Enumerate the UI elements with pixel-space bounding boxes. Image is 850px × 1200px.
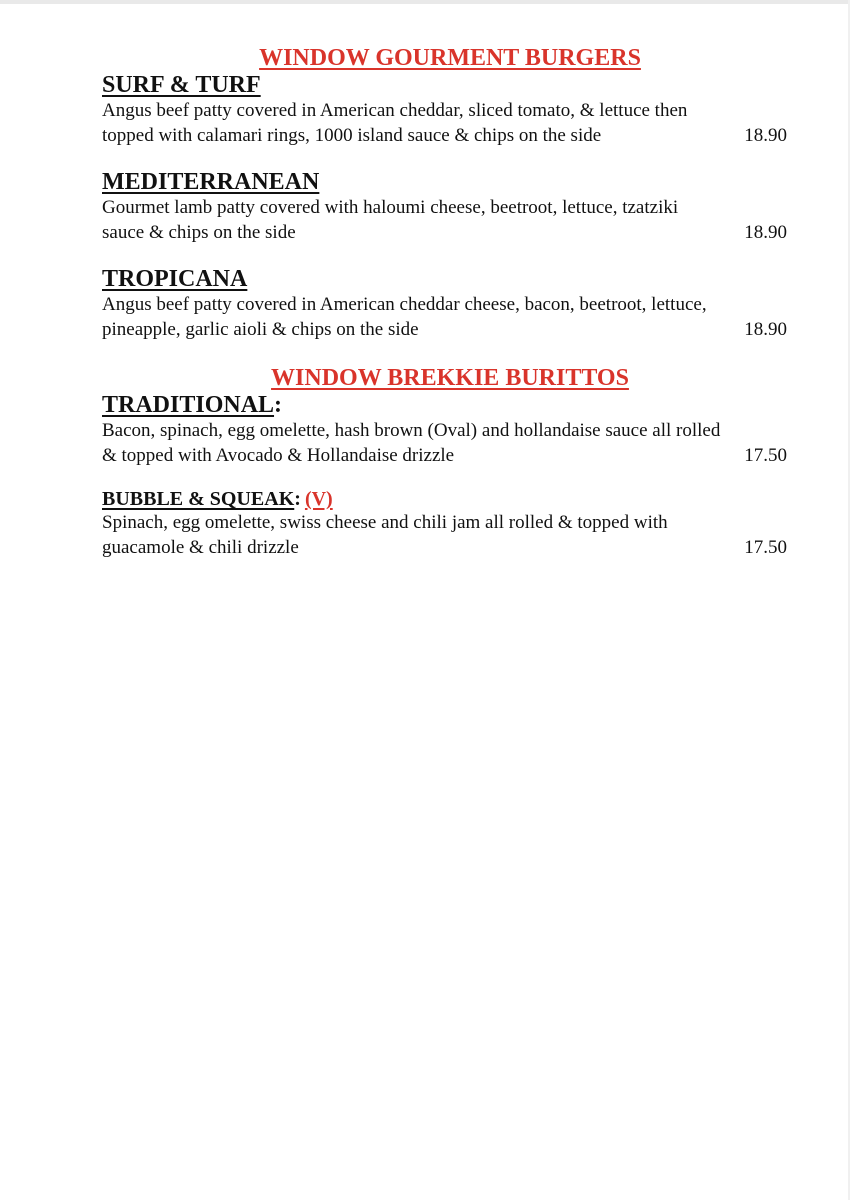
item-name: SURF & TURF [102,72,261,98]
menu-item-bubble-squeak [102,487,798,560]
item-price: 18.90 [744,318,787,340]
item-description-line2: pineapple, garlic aioli & chips on the side [102,318,419,340]
section-title-burgers: WINDOW GOURMENT BURGERS [259,45,641,71]
item-description-line1: Angus beef patty covered in American cheddar, sliced tomato, & lettuce then [102,100,688,121]
item-price: 18.90 [744,124,787,146]
vegetarian-tag: (V) [304,488,333,510]
item-description-line2: guacamole & chili drizzle [102,536,299,558]
item-description-line1: Gourmet lamb patty covered with haloumi cheese, beetroot, lettuce, tzatziki [102,197,679,218]
item-name: TROPICANA [102,266,248,292]
item-description-line2: topped with calamari rings, 1000 island sauce & chips on the side [102,124,602,146]
menu-item-tropicana [102,266,798,342]
item-price: 17.50 [744,536,787,558]
item-description-line1: Angus beef patty covered in American cheddar cheese, bacon, beetroot, lettuce, [102,294,707,315]
top-border [0,0,850,4]
item-name: BUBBLE & SQUEAK [102,488,295,510]
item-name: TRADITIONAL [102,392,275,418]
item-price: 17.50 [744,444,787,466]
item-price: 18.90 [744,221,787,243]
item-name-suffix: : [294,488,301,510]
menu-item-mediterranean [102,169,798,245]
section-burgers [102,44,798,342]
item-description-line1: Bacon, spinach, egg omelette, hash brown (Oval) and hollandaise sauce all rolled [102,420,721,441]
item-description-line1: Spinach, egg omelette, swiss cheese and chili jam all rolled & topped with [102,512,668,533]
item-description-line2: sauce & chips on the side [102,221,296,243]
section-burritos [102,364,798,560]
menu-item-traditional [102,392,798,468]
item-description-line2: & topped with Avocado & Hollandaise drizzle [102,444,455,466]
section-title-burritos: WINDOW BREKKIE BURITTOS [271,365,629,391]
menu-page [102,44,798,560]
menu-item-surf-turf [102,72,798,148]
item-name: MEDITERRANEAN [102,169,320,195]
item-name-suffix: : [274,392,283,418]
